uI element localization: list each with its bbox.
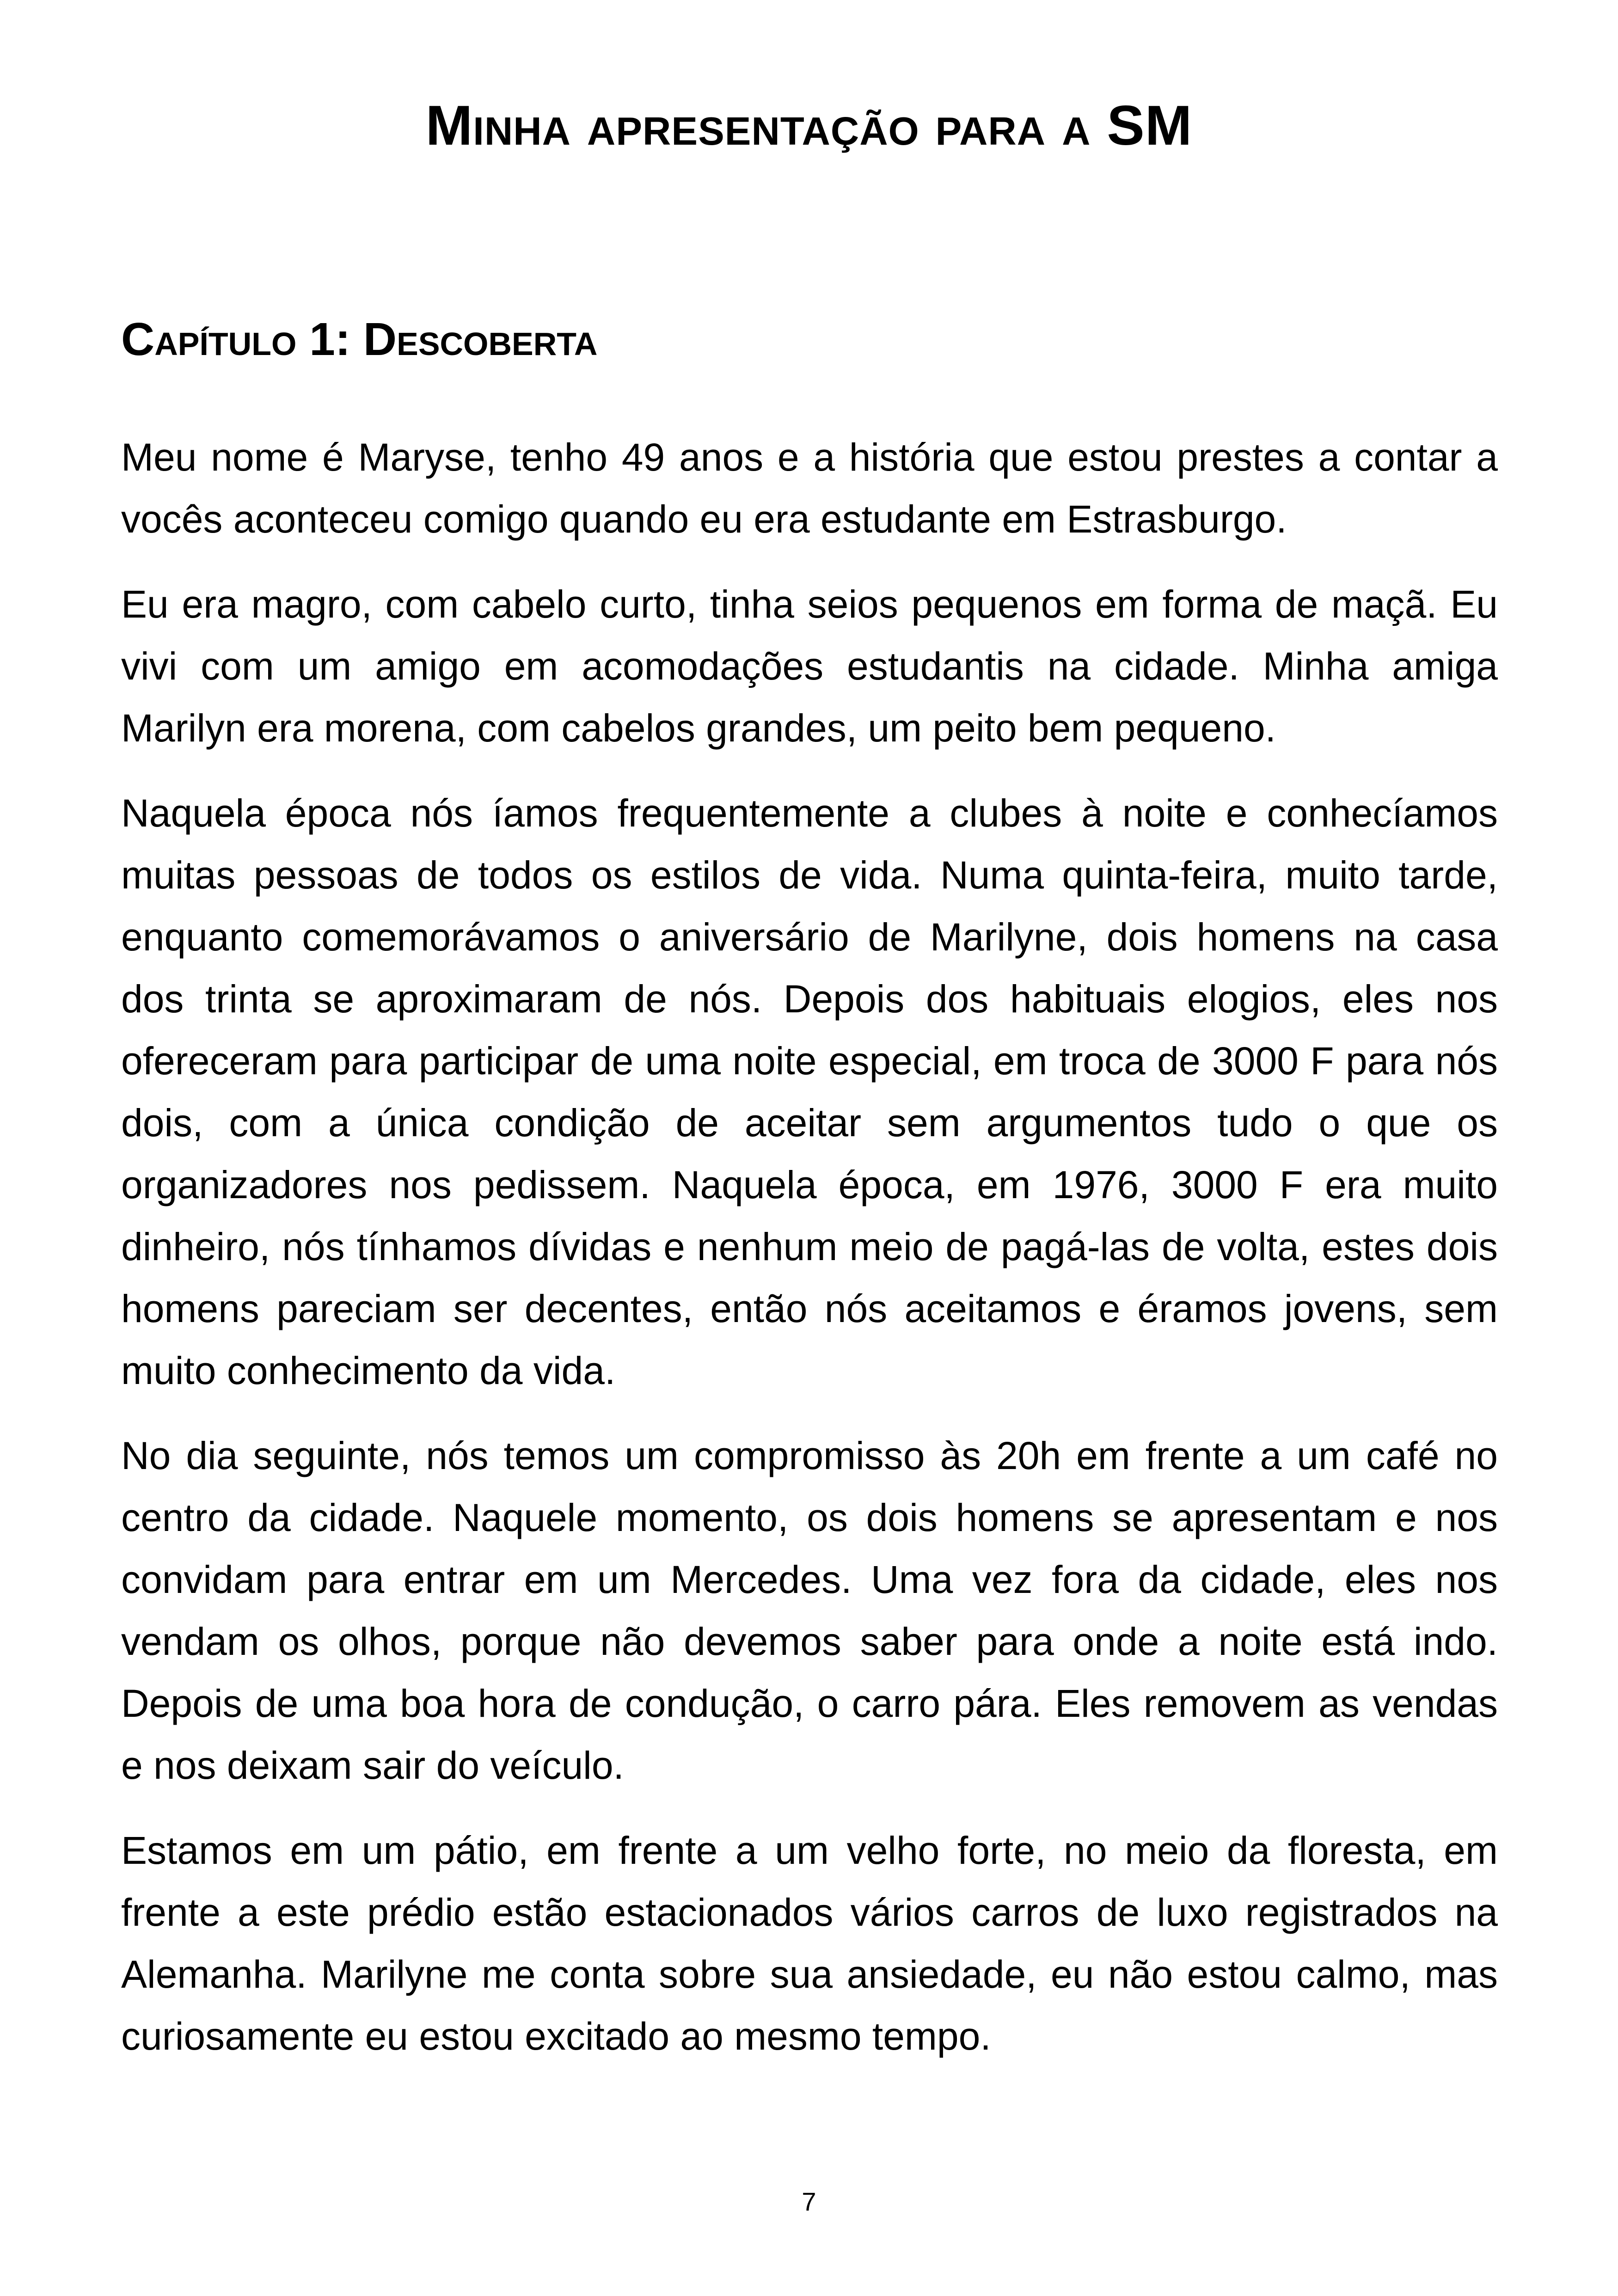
paragraph: Meu nome é Maryse, tenho 49 anos e a história que estou prestes a contar a vocês aconteceu comigo quando eu era estudante em Estrasburgo. [121, 435, 1498, 541]
paragraph: No dia seguinte, nós temos um compromisso às 20h em frente a um café no centro da cidade. Naquele momento, os dois homens se apresentam e nos convidam para entrar em um Mercedes. Uma vez fora da cidade, eles nos vendam os olhos, porque não devemos saber para onde a noite está indo. Depois de uma boa hora de condução, o carro pára. Eles removem as vendas e nos deixam sair do veículo. [121, 1434, 1498, 1787]
chapter-title: Capítulo 1: Descoberta [121, 313, 598, 365]
paragraph: Naquela época nós íamos frequentemente a clubes à noite e conhecíamos muitas pessoas de todos os estilos de vida. Numa quinta-feira, muito tarde, enquanto comemorávamos o aniversário de Marilyne, dois homens na casa dos trinta se aproximaram de nós. Depois dos habituais elogios, eles nos ofereceram para participar de uma noite especial, em troca de 3000 F para nós dois, com a única condição de aceitar sem argumentos tudo o que os organizadores nos pedissem. Naquela época, em 1976, 3000 F era muito dinheiro, nós tínhamos dívidas e nenhum meio de pagá-las de volta, estes dois homens pareciam ser decentes, então nós aceitamos e éramos jovens, sem muito conhecimento da vida. [121, 791, 1498, 1392]
book-title: Minha apresentação para a SM [425, 94, 1193, 157]
chapter-body [121, 426, 1498, 2090]
page-number: 7 [802, 2187, 816, 2216]
paragraph: Eu era magro, com cabelo curto, tinha seios pequenos em forma de maçã. Eu vivi com um amigo em acomodações estudantis na cidade. Minha amiga Marilyn era morena, com cabelos grandes, um peito bem pequeno. [121, 582, 1498, 750]
paragraph: Estamos em um pátio, em frente a um velho forte, no meio da floresta, em frente a este prédio estão estacionados vários carros de luxo registrados na Alemanha. Marilyne me conta sobre sua ansiedade, eu não estou calmo, mas curiosamente eu estou excitado ao mesmo tempo. [121, 1829, 1498, 2058]
